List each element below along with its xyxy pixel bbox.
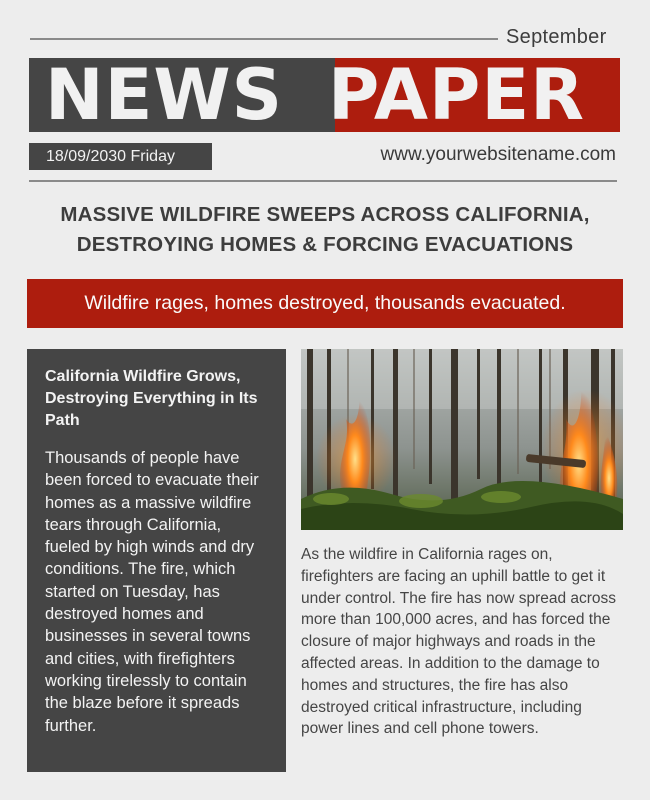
masthead-left-block (29, 54, 335, 136)
headline-line-2: DESTROYING HOMES & FORCING EVACUATIONS (76, 233, 574, 256)
headline-line-1: MASSIVE WILDFIRE SWEEPS ACROSS CALIFORNIA, (60, 203, 590, 226)
summary-banner: Wildfire rages, homes destroyed, thousands evacuated. (27, 279, 623, 328)
masthead-word-paper: PAPER (328, 54, 586, 136)
issue-month: September (506, 26, 607, 48)
header-divider (29, 180, 617, 182)
masthead-right-block (328, 54, 620, 136)
website-link[interactable]: www.yourwebsitename.com (380, 144, 616, 165)
article-body: As the wildfire in California rages on, firefighters are facing an uphill battle to get it under control. The fire has now spread across more than 100,000 acres, and has forced the closure of major highways and roads in the affected areas. In addition to the damage to homes and structures, the fire has also destroyed critical infrastructure, including power lines and cell phone towers. (301, 546, 617, 738)
top-divider (30, 38, 498, 40)
masthead-word-news: NEWS (45, 54, 284, 136)
forest-fire-photo (301, 349, 623, 530)
sidebar-story (27, 349, 286, 772)
sidebar-story-body: Thousands of people have been forced to evacuate their homes as a massive wildfire tears through California, fueled by high winds and dry conditions. The fire, which started on Tuesday, has destroyed homes and businesses in several towns and cities, with firefighters working tirelessly to contain the blaze before it spreads further. (45, 449, 259, 735)
date-badge: 18/09/2030 Friday (29, 143, 212, 170)
main-headline (20, 200, 630, 260)
sidebar-story-title: California Wildfire Grows, Destroying Everything in Its Path (45, 368, 258, 429)
masthead (29, 54, 620, 136)
